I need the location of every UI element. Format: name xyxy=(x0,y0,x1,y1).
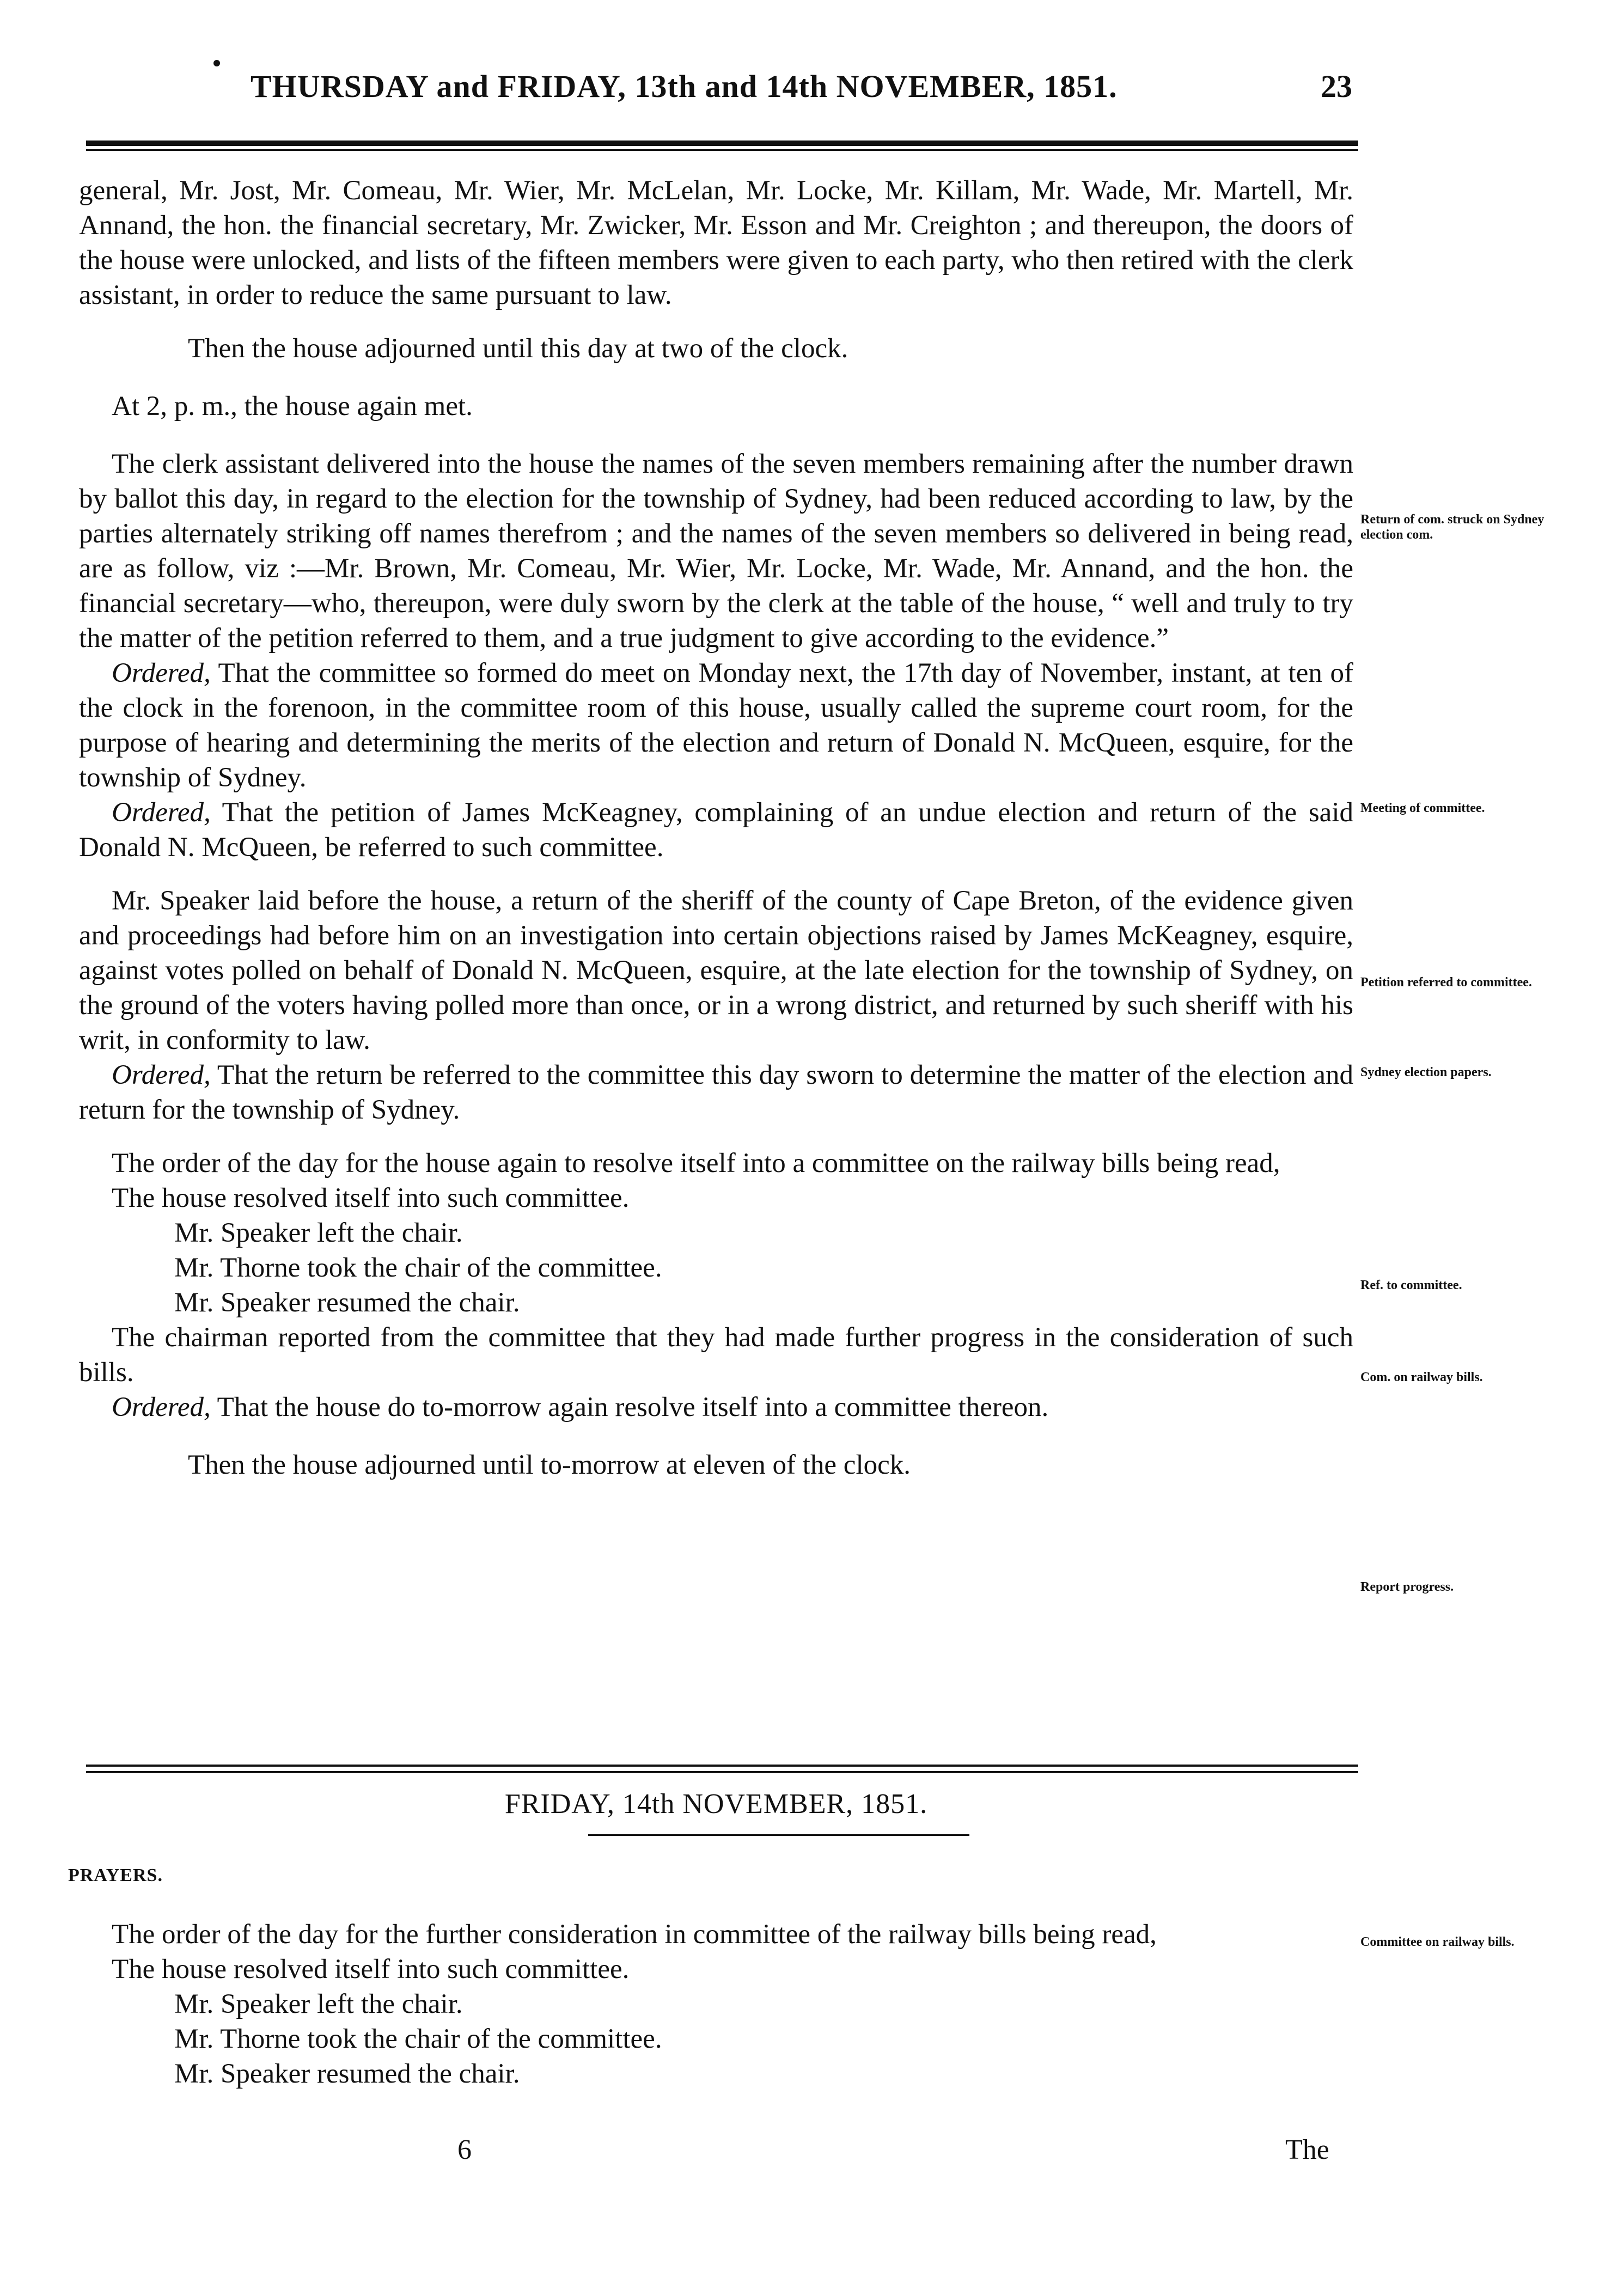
paragraph-speaker-resumed: Mr. Speaker resumed the chair. xyxy=(174,2059,520,2089)
paragraph-resolved: The house resolved itself into such committee. xyxy=(112,1183,630,1213)
paragraph-speaker-left: Mr. Speaker left the chair. xyxy=(174,1989,463,2019)
ordered-label: Ordered, xyxy=(112,658,211,688)
paragraph-ordered-meeting xyxy=(79,656,1353,795)
paragraph-resolved: The house resolved itself into such committee. xyxy=(112,1954,630,1985)
margin-note-sydney-papers: Sydney election papers. xyxy=(1360,1065,1492,1079)
paragraph-order-of-day: The order of the day for the house again to resolve itself into a committee on the railway bills being read, xyxy=(112,1148,1280,1179)
ordered-label: Ordered, xyxy=(112,1060,211,1090)
header-rule-thick xyxy=(86,141,1358,146)
ordered-text: That the house do to-morrow again resolve itself into a committee thereon. xyxy=(210,1392,1049,1423)
paragraph-speaker-left: Mr. Speaker left the chair. xyxy=(174,1218,463,1248)
friday-heading: FRIDAY, 14th NOVEMBER, 1851. xyxy=(504,1788,928,1820)
margin-note-report-progress: Report progress. xyxy=(1360,1580,1454,1594)
paragraph-thorne-chair: Mr. Thorne took the chair of the committee. xyxy=(174,2024,662,2054)
paragraph-house-met: At 2, p. m., the house again met. xyxy=(112,391,473,422)
ordered-label: Ordered, xyxy=(112,797,211,828)
paragraph-adjourned-eleven: Then the house adjourned until to-morrow at eleven of the clock. xyxy=(188,1450,911,1480)
margin-note-railway-bills: Com. on railway bills. xyxy=(1360,1370,1483,1384)
ordered-text: That the return be referred to the committee this day sworn to determine the matter of the election and return for the township of Sydney. xyxy=(79,1060,1353,1125)
catchword: The xyxy=(1285,2134,1329,2165)
heading-underline xyxy=(588,1834,969,1836)
section-rule-lower xyxy=(86,1771,1358,1773)
ordered-text: That the committee so formed do meet on Monday next, the 17th day of November, instant, at ten of the clock in the forenoon, in the committee room of this house, usually called the supreme court room, for the purpose of hearing and determining the merits of the election and return of Donald N. McQueen, esquire, for the township of Sydney. xyxy=(79,658,1353,793)
margin-note-meeting: Meeting of committee. xyxy=(1360,801,1485,815)
paragraph-ordered-tomorrow xyxy=(79,1390,1353,1425)
thursday-proceedings xyxy=(79,173,1353,1482)
paragraph-ordered-petition xyxy=(79,795,1353,865)
margin-note-ref-committee: Ref. to committee. xyxy=(1360,1278,1462,1292)
margin-note-committee-railway: Committee on railway bills. xyxy=(1360,1935,1515,1949)
paragraph-adjourned-two: Then the house adjourned until this day at two of the clock. xyxy=(188,333,848,364)
margin-note-petition: Petition referred to committee. xyxy=(1360,975,1532,990)
ordered-text: That the petition of James McKeagney, complaining of an undue election and return of the said Donald N. McQueen, be referred to such committee. xyxy=(79,797,1353,863)
header-rule-thin xyxy=(86,149,1358,151)
paragraph-ordered-return xyxy=(79,1058,1353,1127)
friday-proceedings xyxy=(79,1917,1353,2091)
paragraph-chairman-reported: The chairman reported from the committee that they had made further progress in the consideration of such bills. xyxy=(79,1322,1353,1388)
paragraph-committee-names: The clerk assistant delivered into the house the names of the seven members remaining after the number drawn by ballot this day, in regard to the election for the township of Sydney, had been reduced according to law, by the parties alternately striking off names therefrom ; and the names of the seven members so delivered in being read, are as follow, viz :—Mr. Brown, Mr. Comeau, Mr. Wier, Mr. Locke, Mr. Wade, Mr. Annand, and the hon. the financial secretary—who, thereupon, were duly sworn by the clerk at the table of the house, “ well and truly to try the matter of the petition referred to them, and a true judgment to give according to the evidence.” xyxy=(79,449,1353,654)
signature-folio: 6 xyxy=(457,2134,472,2165)
section-rule-upper xyxy=(86,1765,1358,1767)
paragraph-lists-given: general, Mr. Jost, Mr. Comeau, Mr. Wier, Mr. McLelan, Mr. Locke, Mr. Killam, Mr. Wade, Mr. Martell, Mr. Annand, the hon. the financial secretary, Mr. Zwicker, Mr. Esson and Mr. Creighton ; and thereupon, the doors of the house were unlocked, and lists of the fifteen members were given to each party, who then retired with the clerk assistant, in order to reduce the same pursuant to law. xyxy=(79,175,1353,310)
paragraph-speaker-resumed: Mr. Speaker resumed the chair. xyxy=(174,1287,520,1318)
ordered-label: Ordered, xyxy=(112,1392,211,1423)
running-head: THURSDAY and FRIDAY, 13th and 14th NOVEMBER, 1851. xyxy=(251,69,1118,104)
ink-speck xyxy=(213,60,220,66)
margin-note-return-committee: Return of com. struck on Sydney election com. xyxy=(1360,512,1544,542)
prayers-label: PRAYERS. xyxy=(68,1865,163,1885)
page-number: 23 xyxy=(1321,69,1352,104)
paragraph-further-consideration: The order of the day for the further consideration in committee of the railway bills being read, xyxy=(112,1919,1157,1950)
paragraph-sheriff-return: Mr. Speaker laid before the house, a return of the sheriff of the county of Cape Breton, of the evidence given and proceedings had before him on an investigation into certain objections raised by James McKeagney, esquire, against votes polled on behalf of Donald N. McQueen, esquire, at the late election for the township of Sydney, on the ground of the voters having polled more than once, or in a wrong district, and returned by such sheriff with his writ, in conformity to law. xyxy=(79,886,1353,1055)
paragraph-thorne-chair: Mr. Thorne took the chair of the committee. xyxy=(174,1253,662,1283)
